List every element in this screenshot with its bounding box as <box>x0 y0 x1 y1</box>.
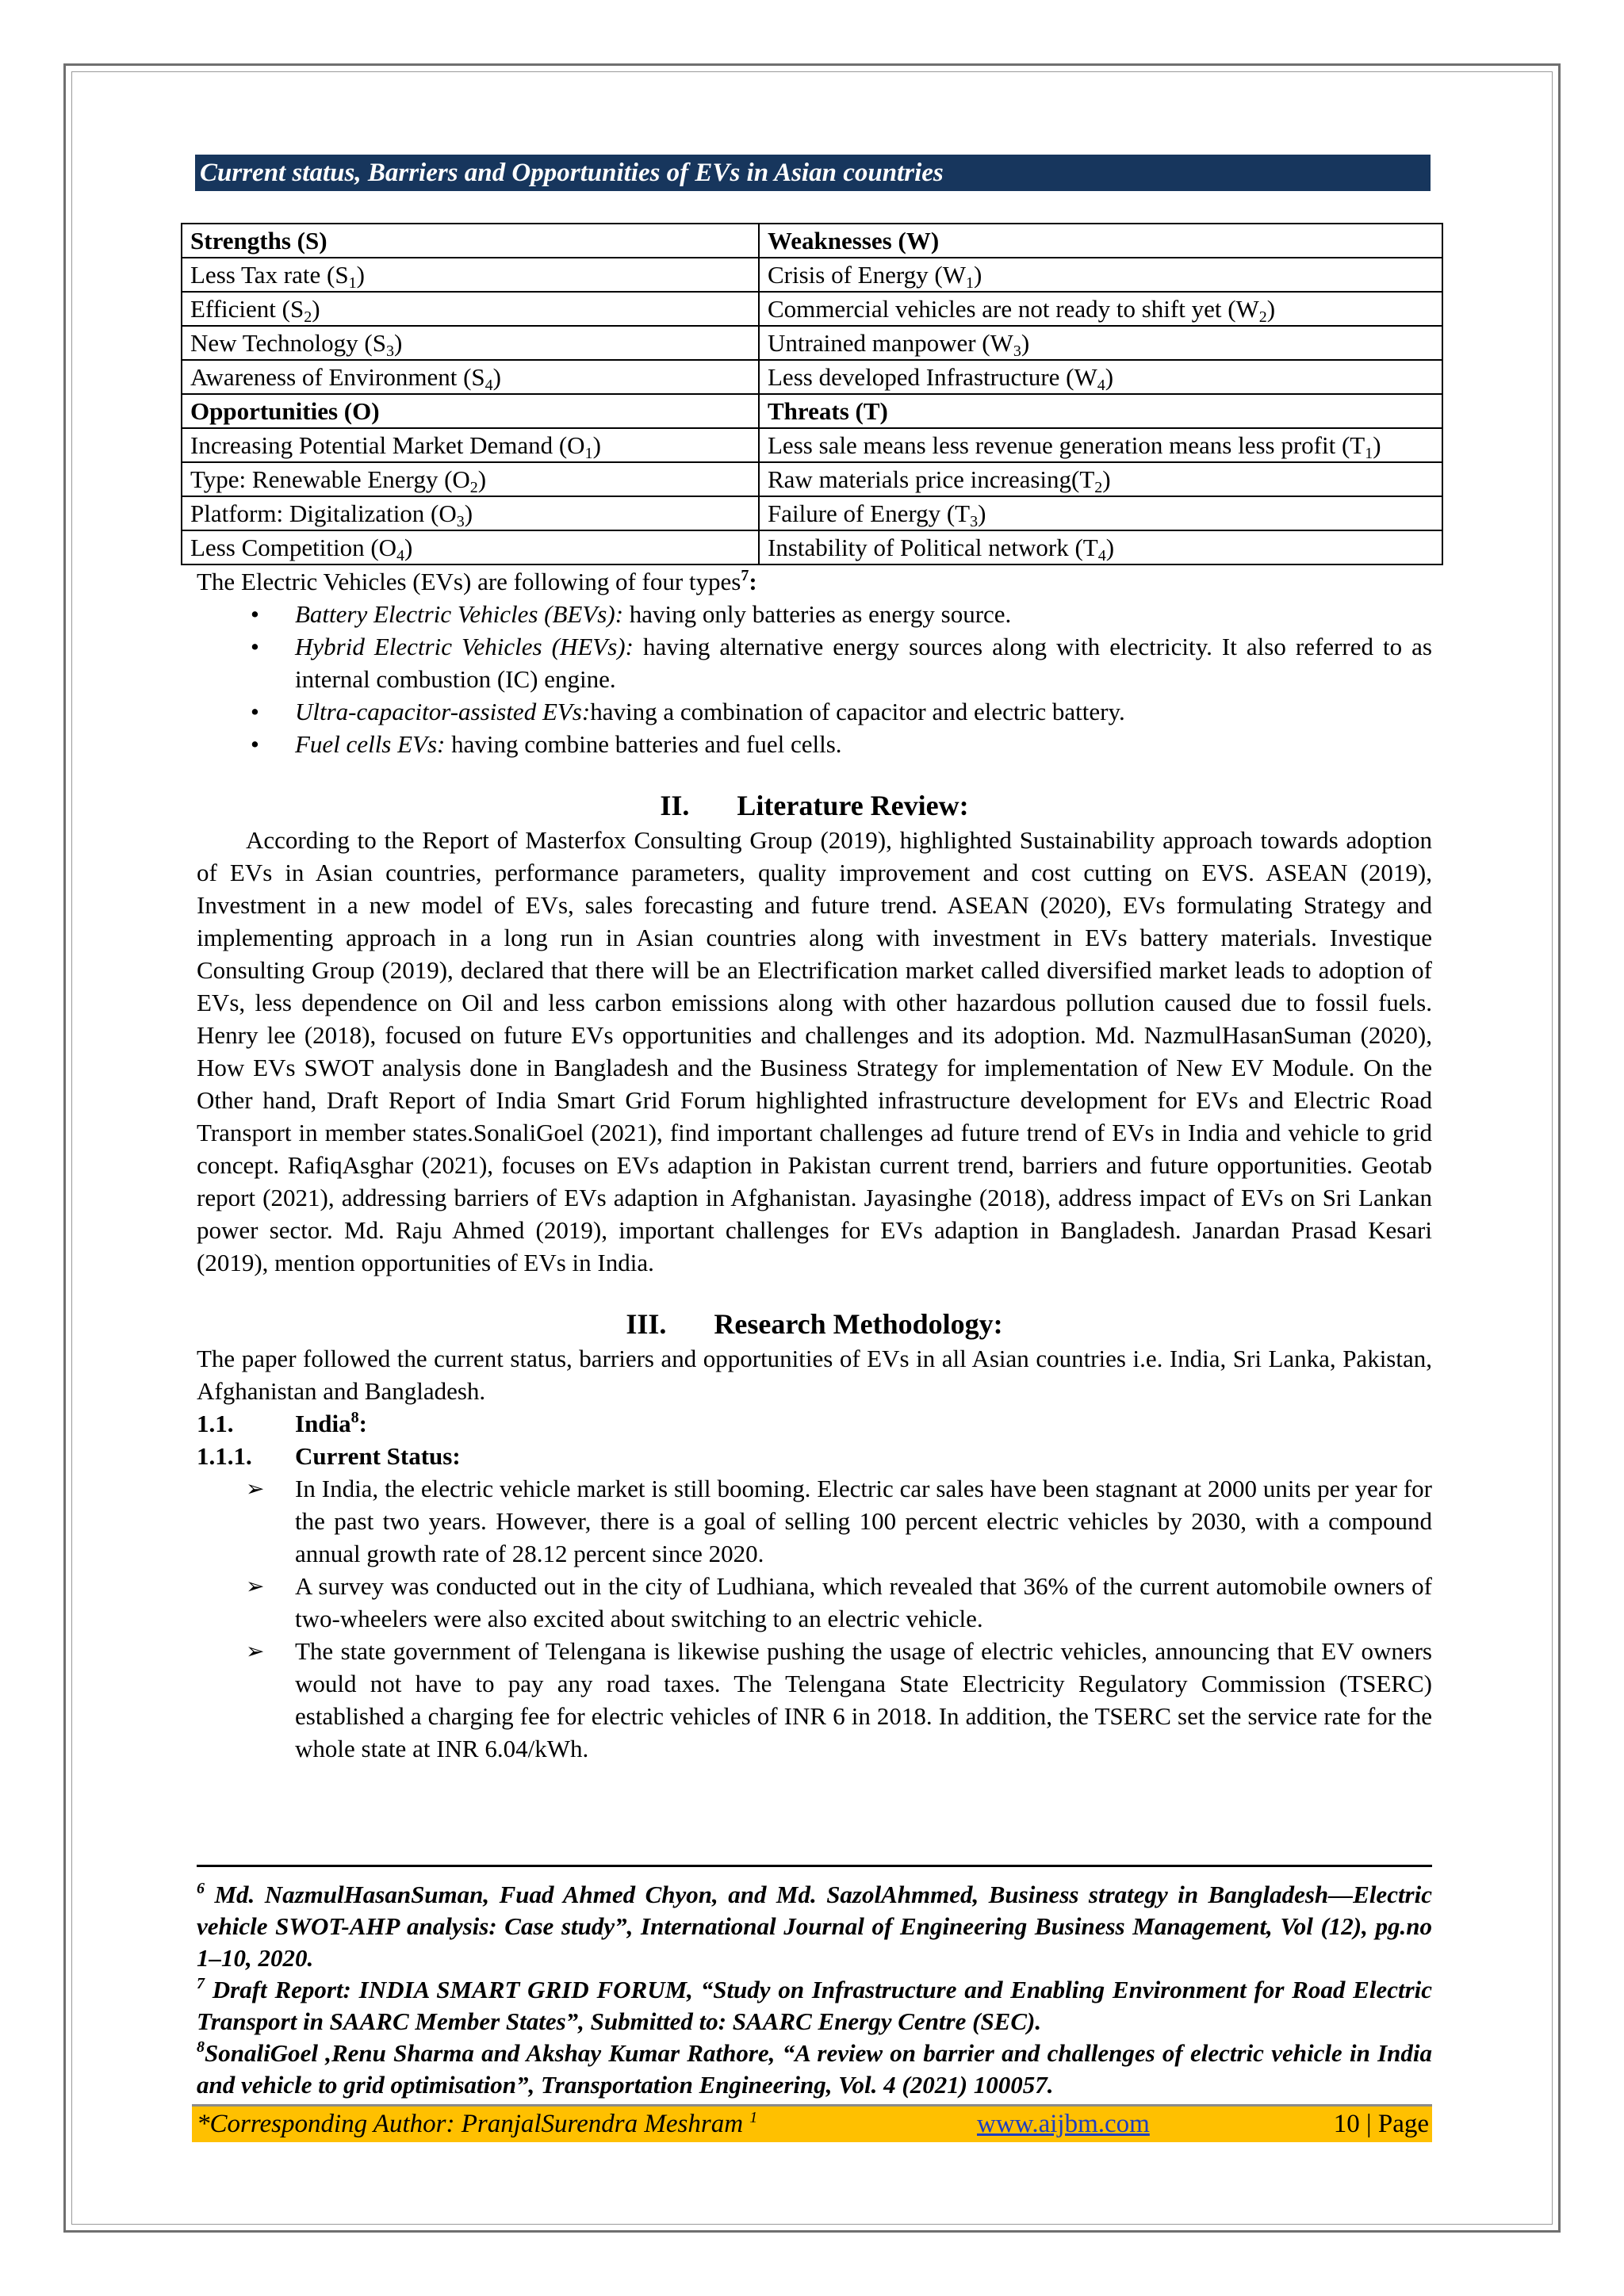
table-cell: Untrained manpower $(W_3)$ <box>759 326 1442 360</box>
bullet-icon: • <box>251 730 259 758</box>
table-cell: Less developed Infrastructure $(W_4)$ <box>759 360 1442 394</box>
footnote-7: $^7$ Draft Report: INDIA SMART GRID FORUM, “Study on Infrastructure and Enabling Environment for Road Electric Transport in SAARC Member States”, Submitted to: SAARC Energy Centre (SEC). <box>197 1975 1432 2035</box>
corresponding-author: *Corresponding Author: PranjalSurendra Meshram $^1$ <box>197 2109 758 2138</box>
list-item: • Hybrid Electric Vehicles (HEVs): having alternative energy sources along with electricity. It also referred to as internal combustion (IC) engine. <box>197 630 1432 695</box>
table-row <box>182 496 1442 530</box>
ev-types-list <box>197 598 1432 760</box>
strengths-header: Strengths (S) <box>182 224 759 258</box>
methodology-heading: III. Research Methodology: <box>626 1308 1003 1340</box>
arrow-bullet-icon: ➢ <box>246 1475 265 1502</box>
opportunities-header: Opportunities (O) <box>182 394 759 428</box>
section-heading: Current status, Barriers and Opportunities of EVs in Asian countries <box>195 155 1431 191</box>
list-item: • Battery Electric Vehicles (BEVs): having only batteries as energy source. <box>197 598 1432 630</box>
table-row <box>182 428 1442 462</box>
table-row <box>182 360 1442 394</box>
table-cell: New Technology $(S_3)$ <box>182 326 759 360</box>
table-cell: Type: Renewable Energy $(O_2)$ <box>182 462 759 496</box>
list-item: ➢ A survey was conducted out in the city of Ludhiana, which revealed that 36% of the current automobile owners of two-wheelers were also excited about switching to an electric vehicle. <box>197 1570 1432 1635</box>
ev-types-intro: The Electric Vehicles (EVs) are following of four types$^7$: <box>197 567 757 595</box>
footnotes <box>197 1879 1432 2101</box>
table-row <box>182 224 1442 258</box>
list-item: • Ultra-capacitor-assisted EVs:having a combination of capacitor and electric battery. <box>197 695 1432 728</box>
page-number: 10 | Page <box>1333 2110 1429 2138</box>
swot-table <box>181 223 1443 565</box>
arrow-bullet-icon: ➢ <box>246 1638 265 1664</box>
table-cell: Increasing Potential Market Demand $(O_1)$ <box>182 428 759 462</box>
table-cell: Less sale means less revenue generation means less profit $(T_1)$ <box>759 428 1442 462</box>
bullet-icon: • <box>251 600 259 628</box>
bullet-icon: • <box>251 698 259 725</box>
table-row <box>182 258 1442 292</box>
table-row <box>182 530 1442 564</box>
table-cell: Commercial vehicles are not ready to shift yet $(W_2)$ <box>759 292 1442 326</box>
table-row <box>182 326 1442 360</box>
table-cell: Failure of Energy $(T_3)$ <box>759 496 1442 530</box>
page-footer <box>192 2104 1432 2142</box>
list-item: • Fuel cells EVs: having combine batteries and fuel cells. <box>197 728 1432 760</box>
table-row <box>182 394 1442 428</box>
literature-review-heading: II. Literature Review: <box>660 790 969 821</box>
table-cell: Raw materials price $increasing(T_2)$ <box>759 462 1442 496</box>
current-status-heading: 1.1.1. Current Status: <box>197 1442 461 1470</box>
list-item: ➢ In India, the electric vehicle market is still booming. Electric car sales have been stagnant at 2000 units per year for the past two years. However, there is a goal of selling 100 percent electric vehicles by 2030, with a compound annual growth rate of 28.12 percent since 2020. <box>197 1472 1432 1570</box>
methodology-body: The paper followed the current status, barriers and opportunities of EVs in all Asian countries i.e. India, Sri Lanka, Pakistan, Afghanistan and Bangladesh. <box>197 1345 1432 1405</box>
table-cell: Efficient $(S_2)$ <box>182 292 759 326</box>
india-heading: 1.1. India$^8$: <box>197 1409 367 1437</box>
table-cell: Instability of Political network $(T_4)$ <box>759 530 1442 564</box>
table-cell: Platform: Digitalization $(O_3)$ <box>182 496 759 530</box>
journal-link[interactable]: www.aijbm.com <box>977 2110 1150 2138</box>
table-cell: Crisis of Energy $(W_1)$ <box>759 258 1442 292</box>
page-content <box>190 155 1432 1765</box>
table-row <box>182 462 1442 496</box>
footnote-separator <box>197 1865 1432 1867</box>
list-item: ➢ The state government of Telengana is likewise pushing the usage of electric vehicles, announcing that EV owners would not have to pay any road taxes. The Telengana State Electricity Regulatory Commission (TSERC) established a charging fee for electric vehicles of INR 6 in 2018. In addition, the TSERC set the service rate for the whole state at INR 6.04/kWh. <box>197 1635 1432 1765</box>
table-cell: Less Competition $(O_4)$ <box>182 530 759 564</box>
table-row <box>182 292 1442 326</box>
bullet-icon: • <box>251 633 259 660</box>
arrow-bullet-icon: ➢ <box>246 1573 265 1599</box>
footnote-8: $^8$SonaliGoel ,Renu Sharma and Akshay Kumar Rathore, “A review on barrier and challenges of electric vehicle in India and vehicle to grid optimisation”, Transportation Engineering, Vol. 4 (2021) 100057. <box>197 2038 1432 2099</box>
weaknesses-header: Weaknesses (W) <box>759 224 1442 258</box>
india-status-list <box>197 1472 1432 1765</box>
footnote-6: $^6$ Md. NazmulHasanSuman, Fuad Ahmed Chyon, and Md. SazolAhmmed, Business strategy in Bangladesh—Electric vehicle SWOT-AHP analysis: Case study”, International Journal of Engineering Business Management, Vol (12), pg.no 1–10, 2020. <box>197 1880 1432 1972</box>
table-cell: Less Tax rate $(S_1)$ <box>182 258 759 292</box>
literature-review-body: According to the Report of Masterfox Consulting Group (2019), highlighted Sustainability approach towards adoption of EVs in Asian countries, performance parameters, quality improvement and cost cutting on EVS. ASEAN (2019), Investment in a new model of EVs, sales forecasting and future trend. ASEAN (2020), EVs formulating Strategy and implementing approach in a long run in Asian countries along with investment in EVs battery materials. Investique Consulting Group (2019), declared that there will be an Electrification market called diversified market leads to adoption of EVs, less dependence on Oil and less carbon emissions along with other hazardous pollution caused due to fossil fuels. Henry lee (2018), focused on future EVs opportunities and challenges and its adoption. Md. NazmulHasanSuman (2020), How EVs SWOT analysis done in Bangladesh and the Business Strategy for implementation of New EV Module. On the Other hand, Draft Report of India Smart Grid Forum highlighted infrastructure development for EVs and Electric Road Transport in member states.SonaliGoel (2021), find important challenges ad future trend of EVs in India and vehicle to grid concept. RafiqAsghar (2021), focuses on EVs adaption in Pakistan current trend, barriers and future opportunities. Geotab report (2021), addressing barriers of EVs adaption in Afghanistan. Jayasinghe (2018), address impact of EVs on Sri Lankan power sector. Md. Raju Ahmed (2019), important challenges for EVs adaption in Bangladesh. Janardan Prasad Kesari (2019), mention opportunities of EVs in India. <box>197 826 1432 1276</box>
threats-header: Threats (T) <box>759 394 1442 428</box>
table-cell: Awareness of Environment $(S_4)$ <box>182 360 759 394</box>
